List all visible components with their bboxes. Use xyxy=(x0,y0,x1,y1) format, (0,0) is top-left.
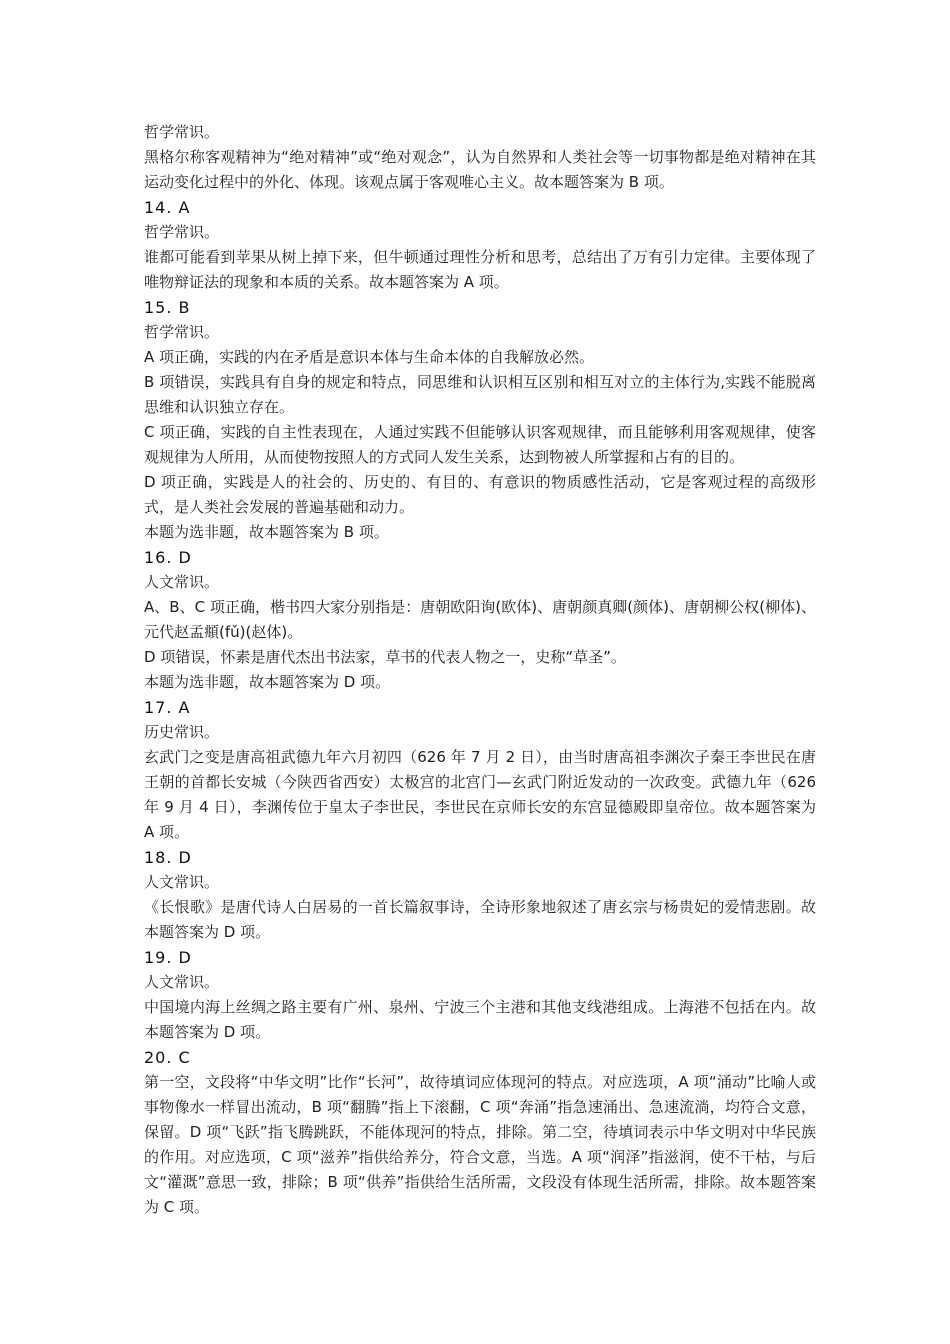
question-answer-19: 19. D xyxy=(144,948,192,967)
question-answer-14: 14. A xyxy=(144,198,191,217)
option-analysis: D 项正确，实践是人的社会的、历史的、有目的、有意识的物质感性活动，它是客观过程的高级形式，是人类社会发展的普遍基础和动力。 xyxy=(144,473,816,516)
question-answer-17: 17. A xyxy=(144,698,191,717)
option-analysis: C 项正确，实践的自主性表现在，人通过实践不但能够认识客观规律，而且能够利用客观规律，使客观规律为人所用，从而使物按照人的方式同人发生关系，达到物被人所掌握和占有的目的。 xyxy=(144,423,816,466)
explanation-paragraph: 第一空，文段将“中华文明”比作“长河”，故待填词应体现河的特点。对应选项，A 项“涌动”比喻人或事物像水一样冒出流动，B 项“翻腾”指上下滚翻，C 项“奔涌”指急速涌出、急速流淌，均符合文意，保留。D 项“飞跃”指飞腾跳跃，不能体现河的特点，排除。第二空，待填词表示中华文明对中华民族的作用。对应选项，C 项“滋养”指供给养分，符合文意，当选。A 项“润泽”指滋润，使不干枯，与后文“灌溉”意思一致，排除；B 项“供养”指供给生活所需，文段没有体现生活所需，排除。故本题答案为 C 项。 xyxy=(144,1073,816,1216)
explanation-paragraph: 玄武门之变是唐高祖武德九年六月初四（626 年 7 月 2 日），由当时唐高祖李渊次子秦王李世民在唐王朝的首都长安城（今陕西省西安）太极宫的北宫门—玄武门附近发动的一次政变。武德九年（626 年 9 月 4 日），李渊传位于皇太子李世民，李世民在京师长安的东宫显德殿即皇帝位。故本题答案为 A 项。 xyxy=(144,748,816,841)
option-analysis: D 项错误，怀素是唐代杰出书法家，草书的代表人物之一，史称“草圣”。 xyxy=(144,648,626,666)
option-analysis: A、B、C 项正确，楷书四大家分别指是：唐朝欧阳询(欧体)、唐朝颜真卿(颜体)、唐朝柳公权(柳体)、元代赵孟頫(fǔ)(赵体)。 xyxy=(144,598,816,641)
question-answer-16: 16. D xyxy=(144,548,192,567)
section-category: 人文常识。 xyxy=(144,573,220,591)
explanation-paragraph: 《长恨歌》是唐代诗人白居易的一首长篇叙事诗，全诗形象地叙述了唐玄宗与杨贵妃的爱情悲剧。故本题答案为 D 项。 xyxy=(144,898,816,941)
section-category: 历史常识。 xyxy=(144,723,220,741)
document-body xyxy=(144,120,816,1220)
explanation-paragraph: 黑格尔称客观精神为“绝对精神”或“绝对观念”，认为自然界和人类社会等一切事物都是绝对精神在其运动变化过程中的外化、体现。该观点属于客观唯心主义。故本题答案为 B 项。 xyxy=(144,148,816,191)
section-category: 人文常识。 xyxy=(144,973,220,991)
explanation-paragraph: 中国境内海上丝绸之路主要有广州、泉州、宁波三个主港和其他支线港组成。上海港不包括在内。故本题答案为 D 项。 xyxy=(144,998,816,1041)
answer-conclusion: 本题为选非题，故本题答案为 D 项。 xyxy=(144,673,391,691)
section-category: 人文常识。 xyxy=(144,873,220,891)
option-analysis: A 项正确，实践的内在矛盾是意识本体与生命本体的自我解放必然。 xyxy=(144,348,595,366)
option-analysis: B 项错误，实践具有自身的规定和特点，同思维和认识相互区别和相互对立的主体行为,实践不能脱离思维和认识独立存在。 xyxy=(144,373,816,416)
question-answer-20: 20. C xyxy=(144,1048,191,1067)
explanation-paragraph: 谁都可能看到苹果从树上掉下来，但牛顿通过理性分析和思考，总结出了万有引力定律。主要体现了唯物辩证法的现象和本质的关系。故本题答案为 A 项。 xyxy=(144,248,816,291)
section-category: 哲学常识。 xyxy=(144,223,220,241)
question-answer-15: 15. B xyxy=(144,298,191,317)
answer-conclusion: 本题为选非题，故本题答案为 B 项。 xyxy=(144,523,389,541)
section-category: 哲学常识。 xyxy=(144,123,220,141)
question-answer-18: 18. D xyxy=(144,848,192,867)
section-category: 哲学常识。 xyxy=(144,323,220,341)
